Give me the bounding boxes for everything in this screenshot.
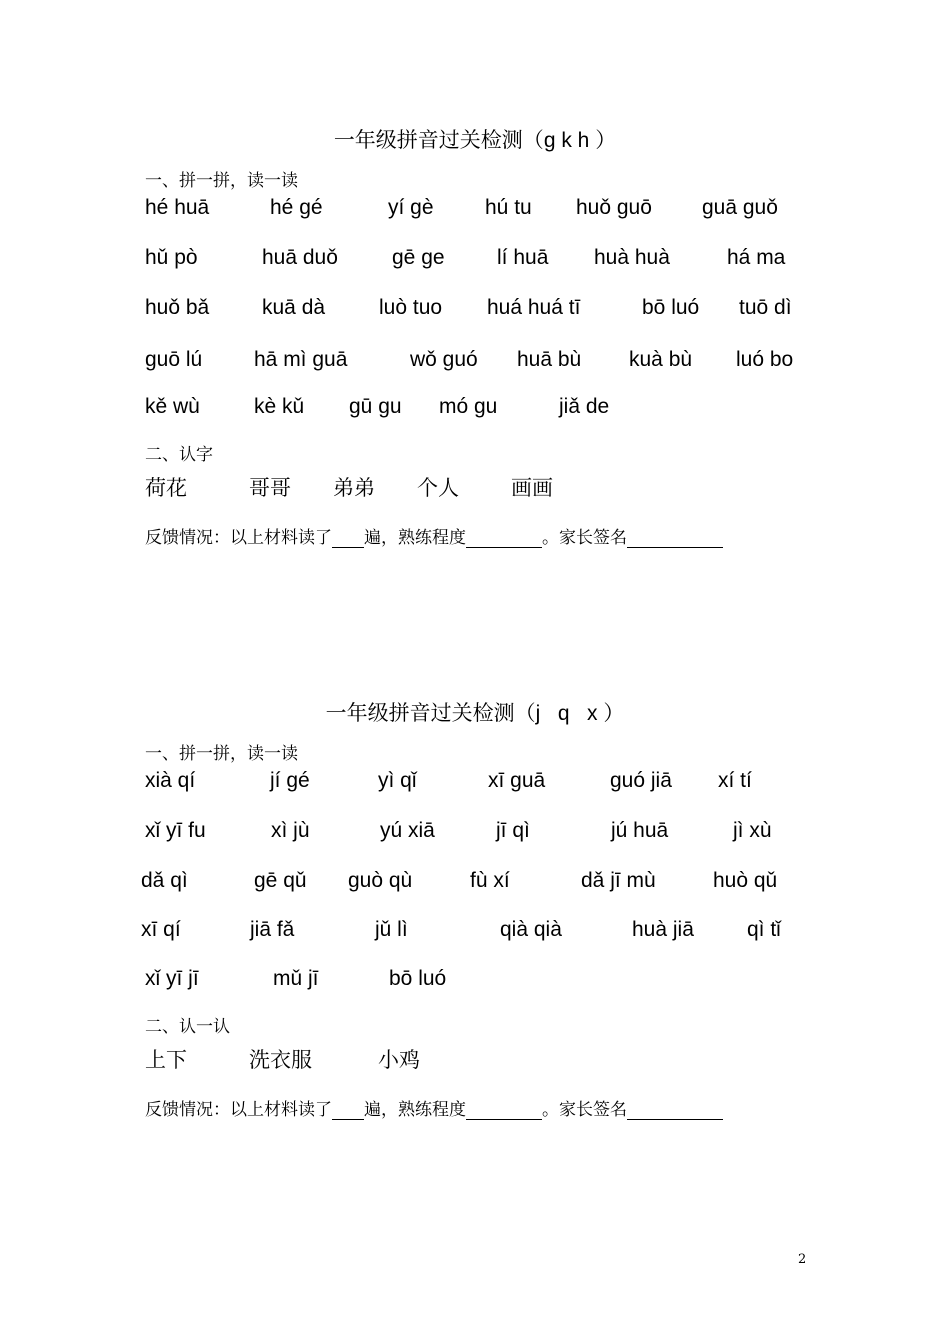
parent-signature-blank[interactable] xyxy=(627,529,723,548)
pinyin-word: huà huà xyxy=(594,246,670,269)
pinyin-word: guā guǒ xyxy=(702,196,778,219)
part1-heading: 一、拼一拼，读一读 xyxy=(145,744,298,764)
pinyin-word: qì tǐ xyxy=(747,918,781,941)
feedback-prefix: 反馈情况：以上材料读了 xyxy=(145,528,332,548)
pinyin-word: dǎ qì xyxy=(141,869,188,892)
title-letters: j q x xyxy=(535,702,604,725)
word-item: 荷花 xyxy=(145,476,187,500)
pinyin-word: gū gu xyxy=(349,395,402,418)
feedback-line xyxy=(145,1095,723,1120)
feedback-mid1: 遍，熟练程度 xyxy=(364,1100,466,1120)
section-title xyxy=(0,124,950,154)
word-item: 上下 xyxy=(145,1048,187,1072)
pinyin-word: yú xiā xyxy=(380,819,435,842)
pinyin-word: hā mì guā xyxy=(254,348,348,371)
pinyin-word: jú huā xyxy=(611,819,669,842)
pinyin-word: xǐ yī fu xyxy=(145,819,206,842)
pinyin-word: tuō dì xyxy=(739,296,792,319)
title-suffix: ） xyxy=(603,701,625,725)
word-item: 个人 xyxy=(417,476,459,500)
pinyin-word: qià qià xyxy=(500,918,562,941)
times-read-blank[interactable] xyxy=(332,1101,364,1120)
pinyin-word: gē ge xyxy=(392,246,445,269)
pinyin-word: yí gè xyxy=(388,196,434,219)
feedback-mid1: 遍，熟练程度 xyxy=(364,528,466,548)
feedback-line xyxy=(145,523,723,548)
times-read-blank[interactable] xyxy=(332,529,364,548)
pinyin-word: há ma xyxy=(727,246,786,269)
pinyin-word: wǒ guó xyxy=(410,348,478,371)
pinyin-word: guō lú xyxy=(145,348,203,371)
pinyin-word: huò qǔ xyxy=(713,869,778,892)
word-item: 洗衣服 xyxy=(249,1048,312,1072)
pinyin-word: huá huá tī xyxy=(487,296,581,319)
proficiency-blank[interactable] xyxy=(466,1101,542,1120)
title-letters: g k h xyxy=(543,129,596,152)
pinyin-word: xià qí xyxy=(145,769,196,792)
pinyin-word: jiǎ de xyxy=(559,395,610,418)
part2-heading: 二、认一认 xyxy=(145,1017,230,1037)
word-item: 弟弟 xyxy=(333,476,375,500)
feedback-mid2: 。家长签名 xyxy=(542,528,627,548)
pinyin-word: huā duǒ xyxy=(262,246,338,269)
pinyin-word: kuā dà xyxy=(262,296,326,319)
title-prefix: 一年级拼音过关检测（ xyxy=(325,701,536,725)
pinyin-word: xī guā xyxy=(488,769,546,792)
pinyin-word: kè kǔ xyxy=(254,395,305,418)
parent-signature-blank[interactable] xyxy=(627,1101,723,1120)
feedback-mid2: 。家长签名 xyxy=(542,1100,627,1120)
pinyin-word: xí tí xyxy=(718,769,752,792)
word-item: 哥哥 xyxy=(249,476,291,500)
pinyin-word: gē qǔ xyxy=(254,869,307,892)
pinyin-word: xì jù xyxy=(271,819,310,842)
page-number: 2 xyxy=(798,1252,807,1267)
proficiency-blank[interactable] xyxy=(466,529,542,548)
pinyin-word: hé gé xyxy=(270,196,323,219)
pinyin-word: jī qì xyxy=(496,819,530,842)
pinyin-word: jǔ lì xyxy=(375,918,408,941)
pinyin-word: hǔ pò xyxy=(145,246,198,269)
pinyin-word: jì xù xyxy=(733,819,772,842)
pinyin-word: luó bo xyxy=(736,348,794,371)
feedback-prefix: 反馈情况：以上材料读了 xyxy=(145,1100,332,1120)
pinyin-word: huǒ guō xyxy=(576,196,652,219)
pinyin-word: kě wù xyxy=(145,395,200,418)
pinyin-word: kuà bù xyxy=(629,348,693,371)
pinyin-word: dǎ jī mù xyxy=(581,869,656,892)
pinyin-word: huā bù xyxy=(517,348,582,371)
pinyin-word: fù xí xyxy=(470,869,510,892)
pinyin-word: jiā fǎ xyxy=(250,918,295,941)
pinyin-word: mó gu xyxy=(439,395,498,418)
pinyin-word: xī qí xyxy=(141,918,181,941)
pinyin-word: hé huā xyxy=(145,196,210,219)
word-item: 小鸡 xyxy=(378,1048,420,1072)
pinyin-word: bō luó xyxy=(389,967,447,990)
pinyin-word: bō luó xyxy=(642,296,700,319)
pinyin-word: huǒ bǎ xyxy=(145,296,210,319)
pinyin-word: jí gé xyxy=(270,769,310,792)
pinyin-word: guò qù xyxy=(348,869,413,892)
pinyin-word: luò tuo xyxy=(379,296,443,319)
pinyin-word: mǔ jī xyxy=(273,967,319,990)
pinyin-word: guó jiā xyxy=(610,769,672,792)
title-prefix: 一年级拼音过关检测（ xyxy=(333,128,544,152)
section-title xyxy=(0,697,950,727)
part2-heading: 二、认字 xyxy=(145,445,213,465)
pinyin-word: xǐ yī jī xyxy=(145,967,199,990)
pinyin-word: huà jiā xyxy=(632,918,694,941)
pinyin-word: hú tu xyxy=(485,196,532,219)
word-item: 画画 xyxy=(511,476,553,500)
part1-heading: 一、拼一拼，读一读 xyxy=(145,171,298,191)
title-suffix: ） xyxy=(595,128,617,152)
pinyin-word: lí huā xyxy=(497,246,549,269)
pinyin-word: yì qǐ xyxy=(378,769,417,792)
